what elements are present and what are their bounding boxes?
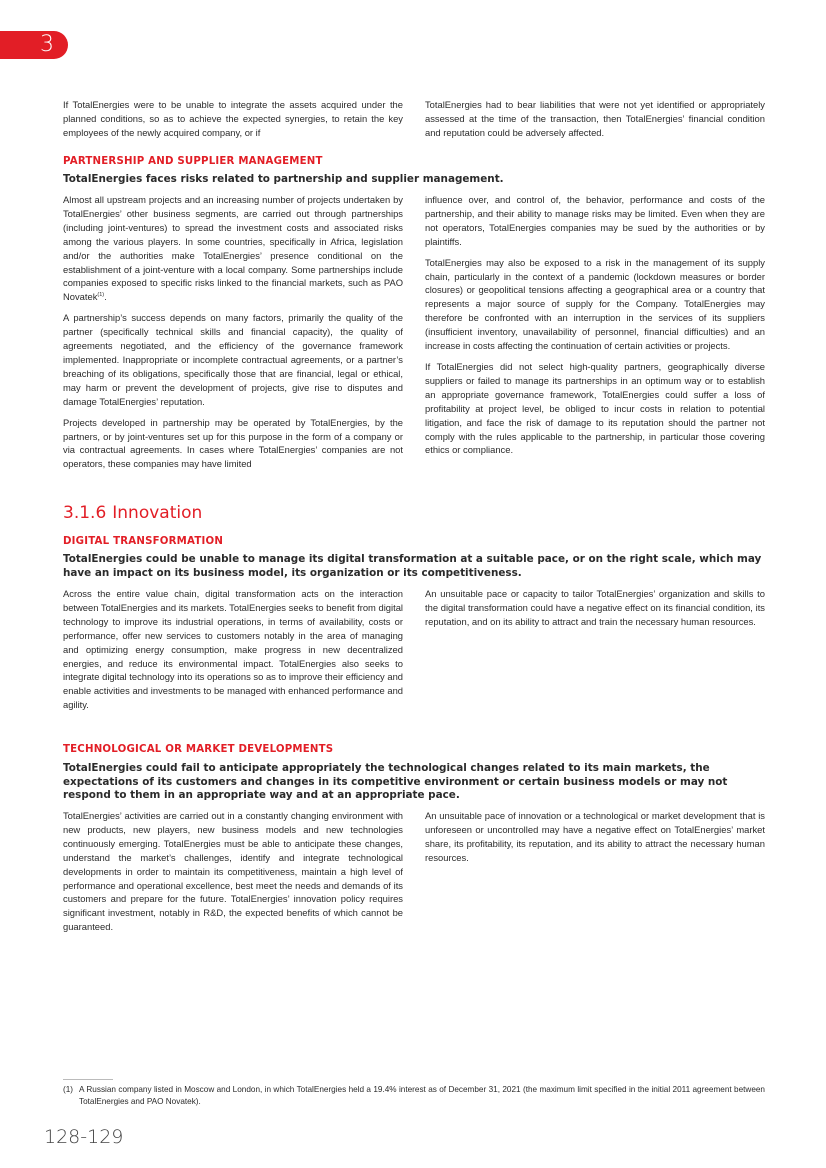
footnote-text: A Russian company listed in Moscow and London, in which TotalEnergies held a 19.4% interest as of December 31, 2021 (the maximum limit specified in the initial 2011 agreement between TotalEnergies and PAO Novatek). bbox=[79, 1085, 765, 1107]
paragraph: TotalEnergies may also be exposed to a risk in the management of its supply chain, particularly in the context of a pandemic (lockdown measures or border closures) or geopolitical tensions affecting a geographical area or a country that represents a major source of supply for the Company. TotalEnergies may therefore be confronted with an interruption in the services of its suppliers (insufficient inventory, unavailability of personnel, financial difficulties) and an increase in costs affecting the continuation of certain activities or projects. bbox=[425, 256, 765, 352]
paragraph: TotalEnergies had to bear liabilities that were not yet identified or appropriately assessed at the time of the transaction, then TotalEnergies’ financial condition and reputation could be adversely affected. bbox=[425, 99, 765, 138]
risk-statement-technological: TotalEnergies could fail to anticipate appropriately the technological changes related to its main markets, the expectations of its customers and changes in its competitive environment or certain business models or may not respond to them in an appropriate way and at an appropriate pace. bbox=[63, 762, 728, 802]
category-heading-technological: TECHNOLOGICAL OR MARKET DEVELOPMENTS bbox=[63, 744, 334, 755]
risk-statement-partnership: TotalEnergies faces risks related to partnership and supplier management. bbox=[63, 173, 504, 185]
partnership-left-column bbox=[63, 193, 403, 478]
footnote-divider bbox=[63, 1079, 113, 1080]
partnership-right-column bbox=[425, 193, 765, 464]
section-number: 3.1.6 bbox=[63, 503, 107, 523]
paragraph-text: Almost all upstream projects and an increasing number of projects undertaken by TotalEnergies’ other business segments, are carried out through partnerships (including joint-ventures) to spread the investment costs and associated risks among the various players. In some countries, specifically in Africa, legislation and/or the authorities make TotalEnergies’ presence conditional on the establishment of a joint-venture with a local company. Some partnerships include companies exposed to specific risks linked to the financial markets, such as PAO Novatek bbox=[63, 194, 403, 303]
section-heading bbox=[63, 503, 202, 523]
paragraph: If TotalEnergies were to be unable to integrate the assets acquired under the planned conditions, so as to achieve the expected synergies, to retain the key employees of the newly acquired company, or if bbox=[63, 99, 403, 138]
intro-right-column bbox=[425, 98, 765, 147]
category-heading-digital: DIGITAL TRANSFORMATION bbox=[63, 536, 224, 547]
paragraph bbox=[63, 193, 403, 304]
intro-left-column bbox=[63, 98, 403, 147]
category-heading-partnership: PARTNERSHIP AND SUPPLIER MANAGEMENT bbox=[63, 156, 323, 167]
chapter-tab bbox=[0, 31, 68, 59]
footnote bbox=[63, 1084, 765, 1109]
paragraph: An unsuitable pace or capacity to tailor TotalEnergies’ organization and skills to the digital transformation could have a negative effect on its financial condition, its reputation, and on its ability to attract and train the necessary human resources. bbox=[425, 588, 765, 627]
paragraph-end: . bbox=[104, 291, 107, 303]
digital-left-column bbox=[63, 587, 403, 719]
page-number: 128-129 bbox=[44, 1126, 124, 1148]
digital-right-column bbox=[425, 587, 765, 636]
paragraph: An unsuitable pace of innovation or a technological or market development that is unforeseen or uncontrolled may have a negative effect on TotalEnergies’ market share, its profitability, its reputation, and its ability to attract the necessary human resources. bbox=[425, 810, 765, 863]
footnote-mark: (1) bbox=[63, 1085, 74, 1094]
paragraph: If TotalEnergies did not select high-quality partners, geographically diverse suppliers or failed to manage its partnerships in an optimum way or to establish an appropriate governance framework, TotalEnergies could suffer a loss of profitability at project level, be obliged to incur costs in relation to potential litigation, and face the risk of damage to its reputation should the partner not comply with the rules applicable to the partnership, in particular those covering ethics or compliance. bbox=[425, 360, 765, 456]
paragraph: Projects developed in partnership may be operated by TotalEnergies, by the partners, or by joint-ventures set up for this purpose in the form of a company or via contractual agreements. In cases where TotalEnergies’ companies are not operators, these companies may have limited bbox=[63, 416, 403, 470]
footnote-reference: (1) bbox=[97, 292, 105, 299]
technological-left-column bbox=[63, 809, 403, 941]
paragraph: influence over, and control of, the behavior, performance and costs of the partnership, and their ability to manage risks may be limited. Even when they are not operators, TotalEnergies companies may be sued by the authorities or by plaintiffs. bbox=[425, 194, 765, 247]
paragraph: Across the entire value chain, digital transformation acts on the interaction between TotalEnergies and its markets. TotalEnergies seeks to benefit from digital technology to improve its industrial operations, in terms of availability, costs or performance, offer new services to customers notably in the area of managing and optimizing energy consumption, make progress in new decentralized energies, and reduce its environmental impact. TotalEnergies also seeks to integrate digital technology into its operations so as to improve their efficiency and enable activities and investments to be managed with enhanced performance and agility. bbox=[63, 588, 403, 711]
paragraph: TotalEnergies’ activities are carried out in a constantly changing environment with new products, new players, new business models and new technologies continuously emerging. TotalEnergies must be able to anticipate these changes, understand the market’s challenges, identify and integrate technological developments in order to maintain its competitiveness, maintain a high level of performance and operational excellence, best meet the needs and demands of its customers and prepare for the future. TotalEnergies’ innovation policy requires significant investment, notably in R&D, the expected benefits of which cannot be guaranteed. bbox=[63, 810, 403, 933]
chapter-number: 3 bbox=[40, 32, 54, 57]
technological-right-column bbox=[425, 809, 765, 872]
paragraph: A partnership’s success depends on many factors, primarily the quality of the partner (specifically technical skills and financial capacity), the quality of agreements negotiated, and the efficiency of the governance framework implemented. Inappropriate or incomplete contractual agreements, or a partner’s breaching of its obligations, specifically those that are financial, legal or ethical, may harm or prevent the development of projects, give rise to disputes and damage TotalEnergies’ reputation. bbox=[63, 312, 403, 407]
section-title: Innovation bbox=[112, 503, 203, 523]
risk-statement-digital: TotalEnergies could be unable to manage its digital transformation at a suitable pace, or on the right scale, which may have an impact on its business model, its organization or its competitiveness. bbox=[63, 553, 762, 579]
